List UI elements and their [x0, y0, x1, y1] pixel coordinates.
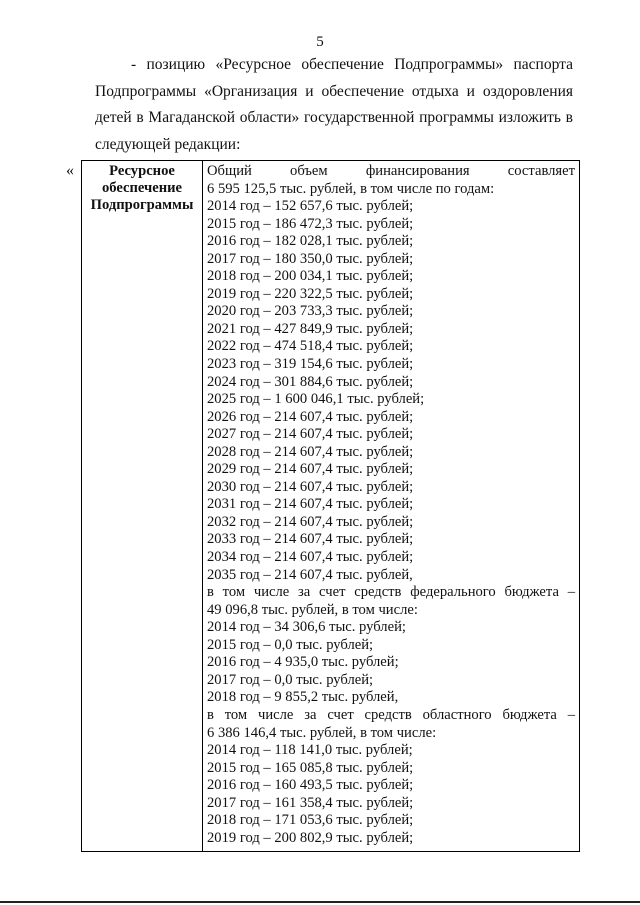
content-line: 2015 год – 186 472,3 тыс. рублей;: [207, 215, 414, 232]
resource-table: [81, 160, 580, 852]
content-line: 2016 год – 160 493,5 тыс. рублей;: [207, 777, 414, 794]
content-line: 2014 год – 118 141,0 тыс. рублей;: [207, 742, 413, 759]
content-line: 2028 год – 214 607,4 тыс. рублей;: [207, 443, 414, 460]
content-line: 49 096,8 тыс. рублей, в том числе:: [207, 601, 418, 618]
content-line: 2019 год – 200 802,9 тыс. рублей;: [207, 829, 414, 846]
content-line: 2029 год – 214 607,4 тыс. рублей;: [207, 461, 414, 478]
content-line: 2019 год – 220 322,5 тыс. рублей;: [207, 285, 414, 302]
content-line: 2026 год – 214 607,4 тыс. рублей;: [207, 408, 414, 425]
content-line: 2022 год – 474 518,4 тыс. рублей;: [207, 338, 414, 355]
content-line: 2016 год – 4 935,0 тыс. рублей;: [207, 654, 399, 671]
page-number: 5: [316, 34, 324, 50]
content-line: 2017 год – 161 358,4 тыс. рублей;: [207, 794, 414, 811]
content-line: 2016 год – 182 028,1 тыс. рублей;: [207, 233, 414, 250]
content-line: в том числе за счет средств областного бюджета –: [207, 706, 575, 723]
content-line: 2018 год – 200 034,1 тыс. рублей;: [207, 268, 414, 285]
content-line: в том числе за счет средств федерального бюджета –: [207, 584, 575, 601]
content-line: 2015 год – 0,0 тыс. рублей;: [207, 636, 374, 653]
content-line: 6 595 125,5 тыс. рублей, в том числе по годам:: [207, 180, 495, 197]
opening-quote: «: [66, 162, 74, 179]
content-line: Общий объем финансирования составляет: [207, 163, 575, 179]
content-line: 2021 год – 427 849,9 тыс. рублей;: [207, 320, 414, 337]
content-line: 2034 год – 214 607,4 тыс. рублей;: [207, 549, 414, 566]
row-content-cell: [203, 161, 580, 852]
content-line: 2023 год – 319 154,6 тыс. рублей;: [207, 356, 414, 373]
intro-text: - позицию «Ресурсное обеспечение Подпрограммы» паспорта Подпрограммы «Организация и обеспечение отдыха и оздоровления детей в Магаданской области» государственной программы изложить в следующей редакции:: [95, 56, 573, 153]
content-line: 2020 год – 203 733,3 тыс. рублей;: [207, 303, 414, 320]
content-line: 2025 год – 1 600 046,1 тыс. рублей;: [207, 391, 425, 408]
intro-paragraph: [95, 52, 573, 158]
content-line: 2035 год – 214 607,4 тыс. рублей,: [207, 566, 413, 583]
content-line: 2014 год – 34 306,6 тыс. рублей;: [207, 619, 406, 636]
content-line: 2030 год – 214 607,4 тыс. рублей;: [207, 478, 414, 495]
content-lines: [207, 163, 575, 847]
table-row: [82, 161, 580, 852]
content-line: 2032 год – 214 607,4 тыс. рублей;: [207, 513, 414, 530]
content-line: 2017 год – 0,0 тыс. рублей;: [207, 671, 374, 688]
content-line: 2033 год – 214 607,4 тыс. рублей;: [207, 531, 414, 548]
content-line: 2015 год – 165 085,8 тыс. рублей;: [207, 759, 414, 776]
content-line: 2031 год – 214 607,4 тыс. рублей;: [207, 496, 414, 513]
bottom-rule: [0, 901, 640, 903]
row-label: Ресурсное обеспечение Подпрограммы: [90, 163, 194, 213]
content-line: 2027 год – 214 607,4 тыс. рублей;: [207, 426, 414, 443]
content-line: 2017 год – 180 350,0 тыс. рублей;: [207, 250, 414, 267]
row-label-cell: [82, 161, 203, 852]
content-line: 2014 год – 152 657,6 тыс. рублей;: [207, 198, 414, 215]
content-line: 2018 год – 9 855,2 тыс. рублей,: [207, 689, 399, 706]
content-line: 2024 год – 301 884,6 тыс. рублей;: [207, 373, 414, 390]
content-line: 2018 год – 171 053,6 тыс. рублей;: [207, 812, 414, 829]
content-line: 6 386 146,4 тыс. рублей, в том числе:: [207, 724, 437, 741]
